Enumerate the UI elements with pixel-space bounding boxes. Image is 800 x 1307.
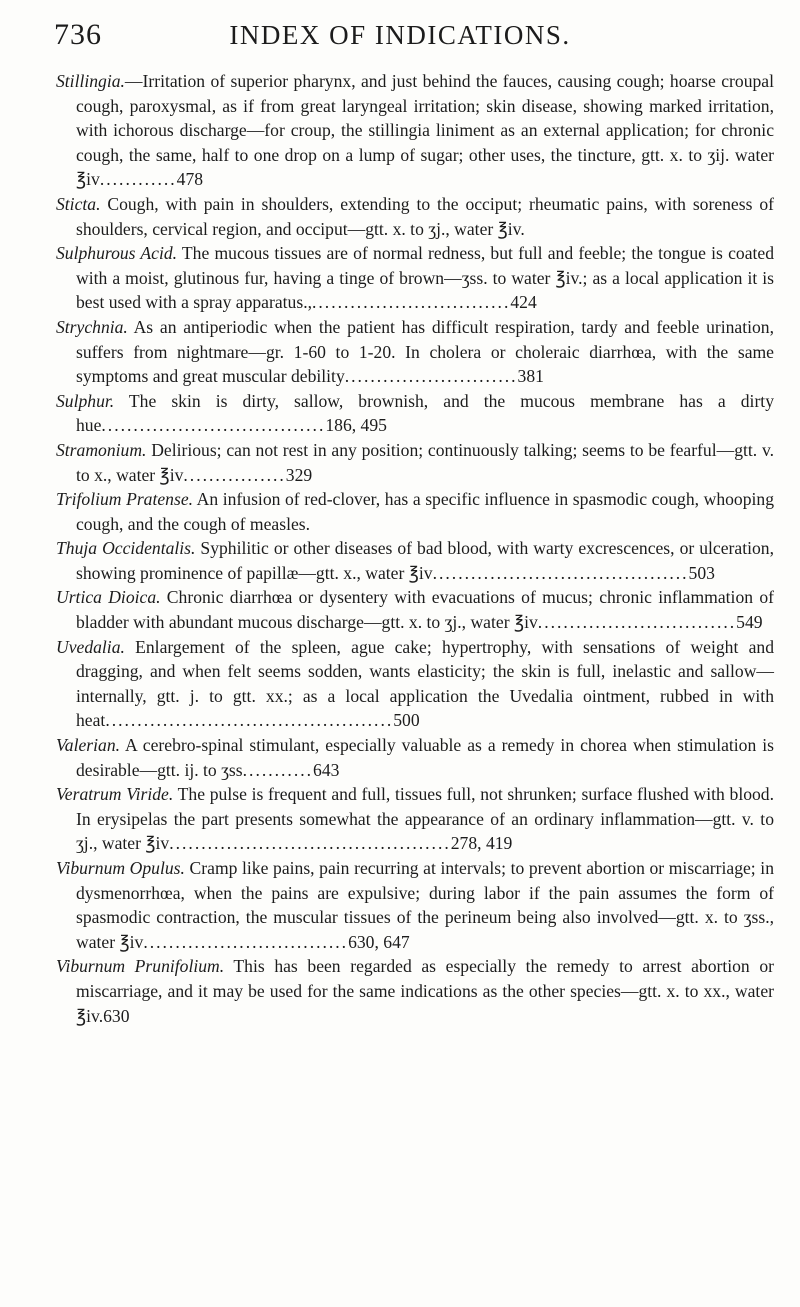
entry-leader: ........................... [344,366,518,387]
running-head: INDEX OF INDICATIONS. [229,20,571,50]
index-entry [56,315,774,389]
entry-leader: ............................................ [169,833,451,854]
entry-text: As an antiperiodic when the patient has difficult respiration, tardy and feeble urination, suffers from nightmare—gr. 1-60 to 1-20. In cholera or choleraic diarrhœa, with the same symptoms and great muscular debility [76,316,774,387]
entry-leader: ................................ [143,931,349,952]
index-entry [56,585,774,634]
entry-term: Stramonium. [56,439,147,460]
entry-text: Chronic diarrhœa or dysentery with evacuations of mucus; chronic inflammation of bladder with abundant mucous discharge—gtt. x. to ʒj., water ℥iv [76,587,774,633]
entry-page-ref: 329 [285,464,313,485]
entry-text: Enlargement of the spleen, ague cake; hypertrophy, with sensations of weight and dragging, and when felt seems sodden, wants elasticity; the skin is full, inelastic and sallow—internally, gtt. j. to gtt. xx.; as a local application the Uvedalia ointment, rubbed in with heat [76,636,774,731]
entry-leader: ............................................. [105,710,394,731]
page-number: 736 [54,18,102,51]
entry-term: Strychnia. [56,316,128,337]
entry-text: Cramp like pains, pain recurring at intervals; to prevent abortion or miscarriage; in dysmenorrhœa, when the pains are expulsive; during labor if the pain assumes the form of spasmodic contraction, the muscular tissues of the perineum being also involved—gtt. x. to ʒss., water ℥iv [76,858,774,952]
entry-term: Sticta. [56,193,101,214]
entry-page-ref: 549 [736,612,763,633]
index-entry [56,69,774,192]
entry-leader: ................................... [101,415,326,436]
index-entries [56,69,774,1028]
entry-page-ref: 424 [510,292,537,313]
entry-page-ref: 500 [393,710,420,731]
entry-page-ref: 381 [517,366,544,387]
entry-text: The pulse is frequent and full, tissues full, not shrunken; surface flushed with blood. In erysipelas the part presents somewhat the appearance of an ordinary inflammation—gtt. v. to ʒj., water ℥iv [76,784,775,854]
index-entry [56,438,774,487]
entry-text: A cerebro-spinal stimulant, especially valuable as a remedy in chorea when stimulation is desirable—gtt. ij. to ʒss [76,735,774,780]
entry-term: Valerian. [56,735,121,756]
entry-text: Cough, with pain in shoulders, extending to the occiput; rheumatic pains, with soreness of shoulders, cervical region, and occiput—gtt. x. to ʒj., water ℥iv. [76,193,774,239]
entry-leader: ............................... [312,292,511,313]
entry-term: Trifolium Pratense. [56,489,194,510]
entry-page-ref: 630 [103,1005,130,1026]
index-entry [56,536,774,585]
entry-text: Syphilitic or other diseases of bad blood, with warty excrescences, or ulceration, showing prominence of papillæ—gtt. x., water ℥iv [76,538,774,583]
entry-page-ref: 503 [688,562,715,583]
index-entry [56,635,774,733]
entry-term: Viburnum Opulus. [56,858,185,878]
entry-page-ref: 478 [176,169,204,190]
entry-term: Sulphurous Acid. [56,243,178,264]
index-entry [56,733,774,782]
index-entry [56,241,774,315]
index-entry [56,782,774,856]
entry-term: Stillingia. [56,71,125,91]
entry-text: This has been regarded as especially the remedy to arrest abortion or miscarriage, and it may be used for the same indications as the other species—gtt. x. to xx., water ℥iv. [76,956,774,1026]
entry-text: The skin is dirty, sallow, brownish, and the mucous membrane has a dirty hue [76,390,774,436]
entry-leader: ........... [242,759,314,780]
entry-page-ref: 278, 419 [450,833,513,854]
entry-text: Delirious; can not rest in any position; continuously talking; seems to be fearful—gtt. v. to x., water ℥iv [76,439,774,485]
entry-term: Uvedalia. [56,636,125,657]
entry-term: Veratrum Viride. [56,784,174,805]
entry-page-ref: 643 [313,759,340,780]
entry-text: —Irritation of superior pharynx, and just behind the fauces, causing cough; hoarse croupal cough, paroxysmal, as if from great laryngeal irritation; skin disease, showing marked irritation, with ichorous discharge—for croup, the stillingia liniment as an external application; for chronic cough, the same, half to one drop on a lump of sugar; other uses, the tincture, gtt. x. to ʒij. water ℥iv [76,71,774,190]
entry-term: Sulphur. [56,390,115,411]
index-entry [56,487,774,536]
page-header [0,18,800,58]
entry-leader: ................ [183,464,286,485]
index-entry [56,192,774,241]
entry-leader: ........................................ [432,562,689,583]
entry-leader: ............................... [537,612,737,633]
index-entry [56,856,774,954]
entry-term: Thuja Occidentalis. [56,538,196,559]
index-entry [56,954,774,1028]
entry-page-ref: 630, 647 [348,931,410,952]
entry-text: The mucous tissues are of normal redness, but full and feeble; the tongue is coated with a moist, glutinous fur, having a tinge of brown—ʒss. to water ℥iv.; as a local application it is best used with a spray apparatus., [76,243,774,313]
index-entry [56,389,774,438]
entry-text: An infusion of red-clover, has a specific influence in spasmodic cough, whooping cough, and the cough of measles. [76,489,775,534]
entry-leader: ............ [99,169,177,190]
entry-term: Viburnum Prunifolium. [56,956,225,977]
entry-page-ref: 186, 495 [325,415,387,436]
entry-term: Urtica Dioica. [56,587,161,608]
